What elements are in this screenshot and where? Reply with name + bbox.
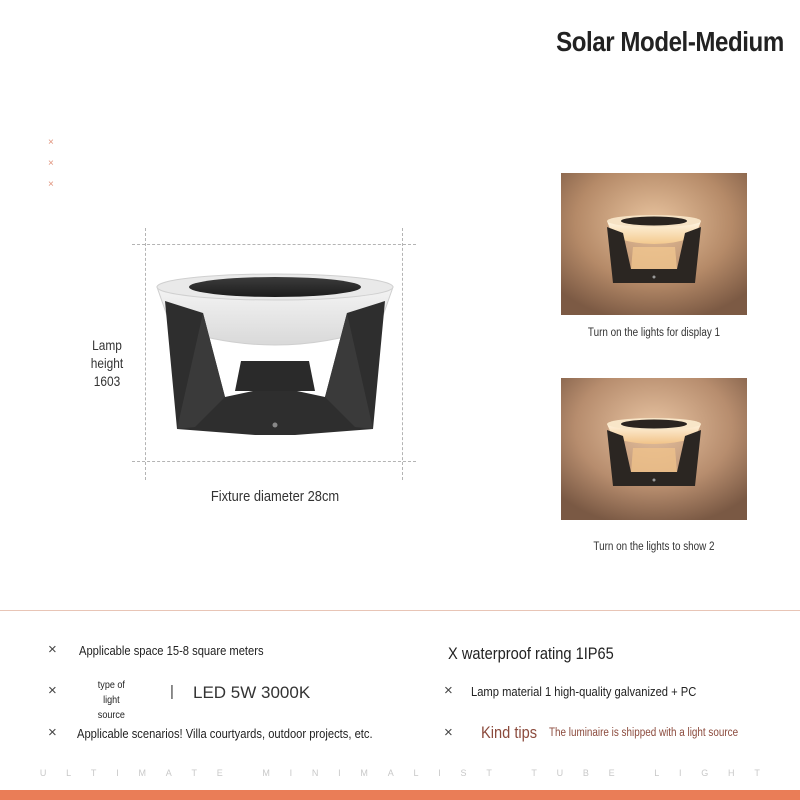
tagline-letter: T [754,768,760,778]
dimension-line-top [132,244,416,245]
tagline-letter: E [608,768,615,778]
tagline-letter: H [728,768,735,778]
tagline-letter: U [556,768,564,778]
page-title: Solar Model-Medium [556,26,784,57]
lamp-photo-display-2 [561,378,747,520]
tagline-letter: L [654,768,660,778]
tagline-letter: M [360,768,368,778]
dimension-line-bottom [132,461,416,462]
tagline-letter: T [90,768,97,778]
dimension-line-right [402,228,403,480]
tagline [0,768,800,778]
tagline-letter: S [460,768,467,778]
tagline-letter: I [116,768,119,778]
lamp-height-label: Lamp height 1603 [90,337,124,389]
tagline-letter: T [486,768,492,778]
spec-mark-icon: × [48,682,57,699]
spec-applicable-space: Applicable space 15-8 square meters [79,643,264,658]
photo-caption-1: Turn on the lights for display 1 [587,327,721,339]
spec-light-source-label: type of light source [97,679,125,721]
spec-waterproof-rating: X waterproof rating 1IP65 [448,644,614,663]
spec-light-source-value: LED 5W 3000K [193,683,311,702]
accent-bar [0,790,800,800]
tagline-letter: M [138,768,146,778]
spec-mark-icon: × [444,724,453,741]
tagline-letter: M [262,768,270,778]
photo-caption-2: Turn on the lights to show 2 [593,541,715,553]
spec-mark-icon: × [48,641,57,658]
solar-lamp-image [155,265,395,455]
tagline-letter: E [216,768,223,778]
spec-mark-icon: × [48,724,57,741]
tagline-letter: T [531,768,537,778]
spec-mark-icon: × [444,682,453,699]
decorative-x-icon: × [48,137,54,148]
decorative-x-icon: × [48,179,54,190]
lamp-photo-display-1 [561,173,747,315]
tagline-letter: I [289,768,293,778]
tagline-letter: A [165,768,172,778]
spec-divider: | [170,683,174,700]
spec-lamp-material: Lamp material 1 high-quality galvanized + PC [471,684,697,699]
tagline-letter: B [582,768,589,778]
tagline-letter: I [338,768,341,778]
tagline-letter: A [387,768,394,778]
kind-tips-text: The luminaire is shipped with a light source [549,727,739,739]
section-divider [0,610,800,611]
spec-applicable-scenarios: Applicable scenarios! Villa courtyards, outdoor projects, etc. [77,726,373,741]
tagline-letter: N [311,768,319,778]
tagline-letter: L [66,768,72,778]
tagline-letter: I [678,768,682,778]
dimension-line-left [145,228,146,480]
tagline-letter: I [438,768,441,778]
tagline-letter: L [413,768,419,778]
decorative-x-icon: × [48,158,54,169]
tagline-letter: G [701,768,709,778]
kind-tips-label: Kind tips [481,723,538,742]
tagline-letter: T [191,768,198,778]
fixture-diameter-label: Fixture diameter 28cm [210,488,340,505]
tagline-letter: U [39,768,47,778]
